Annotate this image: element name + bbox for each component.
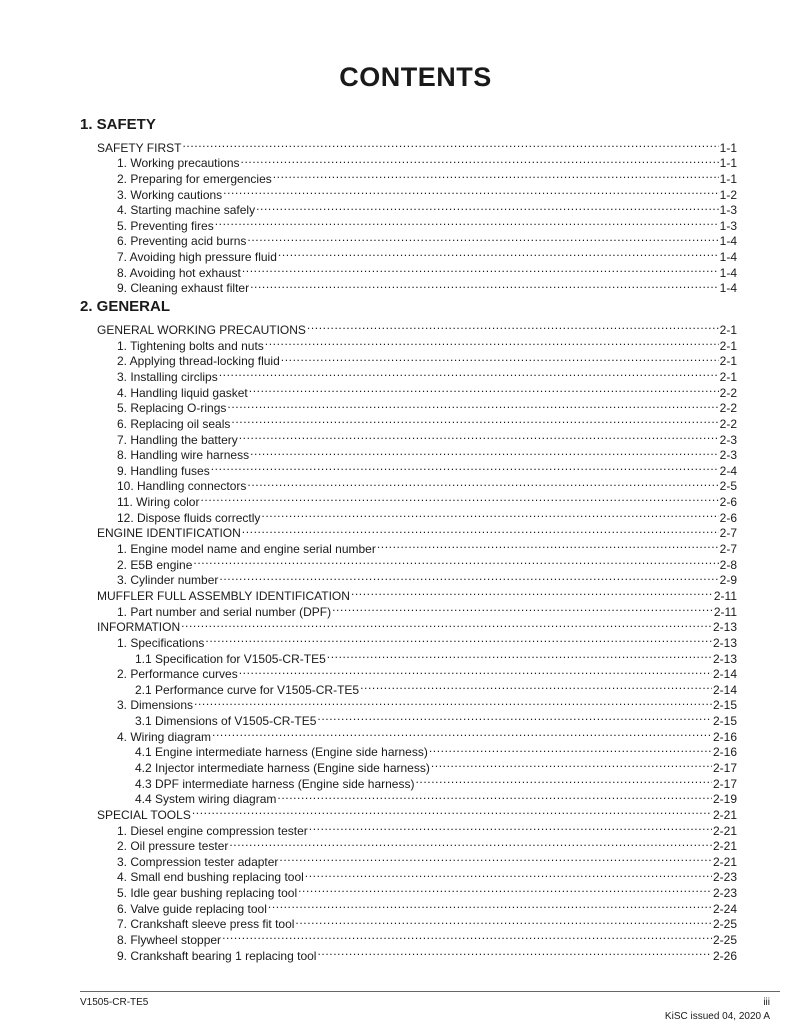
dot-leader <box>309 819 712 835</box>
toc-entry-label: 10. Handling connectors <box>117 479 247 494</box>
toc-entry-label: 3. Cylinder number <box>117 573 219 588</box>
toc-entry-page: 1-3 <box>719 203 737 218</box>
toc-entry-label: 3. Compression tester adapter <box>117 854 279 869</box>
toc-entry-page: 1-1 <box>719 156 737 171</box>
toc-entry-label: 2. Performance curves <box>117 667 238 682</box>
toc-entry-page: 2-6 <box>719 495 737 510</box>
toc-entry-page: 2-9 <box>719 573 737 588</box>
dot-leader <box>256 199 719 215</box>
dot-leader <box>241 152 719 168</box>
dot-leader <box>351 584 713 600</box>
toc-entry-page: 1-4 <box>719 265 737 280</box>
toc-entry-label: 6. Preventing acid burns <box>117 234 247 249</box>
toc-entry-label: 2. E5B engine <box>117 557 193 572</box>
toc-entry-page: 2-3 <box>719 448 737 463</box>
toc-entry-label: GENERAL WORKING PRECAUTIONS <box>97 323 306 338</box>
table-of-contents <box>80 114 737 963</box>
toc-section <box>80 114 737 296</box>
toc-entry-label: 2. Oil pressure tester <box>117 839 229 854</box>
toc-entry-label: 7. Crankshaft sleeve press fit tool <box>117 917 295 932</box>
toc-entry-page: 2-23 <box>712 870 737 885</box>
toc-entry-page: 1-3 <box>719 218 737 233</box>
toc-entry-page: 2-21 <box>712 854 737 869</box>
dot-leader <box>239 663 712 679</box>
toc-entry-label: 9. Handling fuses <box>117 463 210 478</box>
toc-entry-label: 7. Avoiding high pressure fluid <box>117 250 277 265</box>
dot-leader <box>242 261 719 277</box>
toc-entry-page: 2-13 <box>712 620 737 635</box>
toc-entry-label: 2. Preparing for emergencies <box>117 171 272 186</box>
toc-entry-page: 1-2 <box>719 187 737 202</box>
dot-leader <box>229 835 712 851</box>
toc-entry-label: 1. Part number and serial number (DPF) <box>117 604 332 619</box>
toc-entry-label: 1.1 Specification for V1505-CR-TE5 <box>135 651 326 666</box>
toc-entry-page: 2-21 <box>712 807 737 822</box>
dot-leader <box>215 214 719 230</box>
toc-entry-page: 2-7 <box>719 542 737 557</box>
dot-leader <box>307 318 719 334</box>
toc-entry-page: 2-16 <box>712 745 737 760</box>
toc-entry-label: 9. Crankshaft bearing 1 replacing tool <box>117 948 317 963</box>
toc-entry-page: 2-11 <box>713 604 737 619</box>
dot-leader <box>205 631 712 647</box>
toc-section <box>80 296 737 963</box>
toc-entry-label: 7. Handling the battery <box>117 432 238 447</box>
toc-entry-label: 4. Handling liquid gasket <box>117 385 248 400</box>
toc-entry-label: INFORMATION <box>97 620 181 635</box>
footer-divider <box>80 991 780 992</box>
toc-entry-page: 2-19 <box>712 792 737 807</box>
toc-entry-label: 5. Idle gear bushing replacing tool <box>117 886 298 901</box>
toc-entry-label: 8. Avoiding hot exhaust <box>117 265 241 280</box>
toc-entry-page: 1-4 <box>719 281 737 296</box>
toc-entry-label: 1. Diesel engine compression tester <box>117 823 308 838</box>
section-heading[interactable]: 1. SAFETY <box>80 116 156 133</box>
dot-leader <box>415 772 711 788</box>
toc-entry-label: 4. Starting machine safely <box>117 203 256 218</box>
toc-entry-page: 2-6 <box>719 510 737 525</box>
toc-entry-page: 2-24 <box>712 901 737 916</box>
dot-leader <box>277 788 712 804</box>
toc-entry-label: 8. Flywheel stopper <box>117 933 222 948</box>
footer-page-number: iii <box>763 997 770 1008</box>
toc-entry-label: 5. Preventing fires <box>117 218 214 233</box>
toc-entry-page: 2-11 <box>713 588 737 603</box>
toc-entry-label: 11. Wiring color <box>117 495 200 510</box>
footer-issue: KiSC issued 04, 2020 A <box>664 1011 770 1022</box>
toc-entry-page: 2-1 <box>719 354 737 369</box>
toc-entry-label: 2.1 Performance curve for V1505-CR-TE5 <box>135 682 360 697</box>
toc-entry-label: 12. Dispose fluids correctly <box>117 510 261 525</box>
toc-entry-page: 2-15 <box>712 698 737 713</box>
toc-entry-page: 2-3 <box>719 432 737 447</box>
dot-leader <box>327 647 712 663</box>
dot-leader <box>261 506 718 522</box>
dot-leader <box>305 866 712 882</box>
toc-entry-label: 8. Handling wire harness <box>117 448 250 463</box>
toc-entry-page: 1-1 <box>719 140 737 155</box>
dot-leader <box>278 245 719 261</box>
toc-entry-label: 4.1 Engine intermediate harness (Engine side harness) <box>135 745 428 760</box>
toc-entry-page: 2-25 <box>712 933 737 948</box>
toc-entry-label: 6. Replacing oil seals <box>117 416 231 431</box>
toc-entry-label: 5. Replacing O-rings <box>117 401 227 416</box>
toc-entry-label: 6. Valve guide replacing tool <box>117 901 267 916</box>
dot-leader <box>317 944 712 960</box>
toc-entry-page: 2-17 <box>712 776 737 791</box>
page-title: CONTENTS <box>339 62 492 92</box>
dot-leader <box>212 725 712 741</box>
toc-entry-page: 1-4 <box>719 234 737 249</box>
dot-leader <box>250 277 719 293</box>
dot-leader <box>247 230 718 246</box>
toc-entry-page: 1-1 <box>719 171 737 186</box>
dot-leader <box>268 897 712 913</box>
toc-entry-label: 1. Working precautions <box>117 156 240 171</box>
dot-leader <box>298 881 712 897</box>
toc-entry-label: 3.1 Dimensions of V1505-CR-TE5 <box>135 714 317 729</box>
dot-leader <box>317 709 712 725</box>
toc-entry[interactable] <box>80 136 737 155</box>
dot-leader <box>181 616 712 632</box>
toc-entry-label: 1. Engine model name and engine serial number <box>117 542 376 557</box>
toc-entry-page: 2-1 <box>719 323 737 338</box>
dot-leader <box>431 756 712 772</box>
dot-leader <box>219 569 718 585</box>
toc-entry-page: 2-15 <box>712 714 737 729</box>
dot-leader <box>249 381 719 397</box>
toc-entry-label: ENGINE IDENTIFICATION <box>97 526 241 541</box>
dot-leader <box>273 167 719 183</box>
dot-leader <box>332 600 713 616</box>
toc-entry-page: 2-14 <box>712 682 737 697</box>
toc-entry-page: 2-1 <box>719 338 737 353</box>
toc-entry-label: 4. Wiring diagram <box>117 729 212 744</box>
dot-leader <box>242 522 719 538</box>
dot-leader <box>295 913 712 929</box>
dot-leader <box>231 412 718 428</box>
toc-entry-page: 2-13 <box>712 651 737 666</box>
toc-entry-page: 2-1 <box>719 369 737 384</box>
toc-entry-label: 4. Small end bushing replacing tool <box>117 870 304 885</box>
toc-entry-label: 2. Applying thread-locking fluid <box>117 354 280 369</box>
dot-leader <box>360 678 712 694</box>
dot-leader <box>193 553 718 569</box>
footer-model: V1505-CR-TE5 <box>80 997 149 1008</box>
toc-entry-page: 2-23 <box>712 886 737 901</box>
toc-entry-page: 1-4 <box>719 250 737 265</box>
toc-entry-label: 4.3 DPF intermediate harness (Engine side harness) <box>135 776 415 791</box>
toc-entry-label: 3. Dimensions <box>117 698 194 713</box>
dot-leader <box>200 490 718 506</box>
dot-leader <box>182 136 718 152</box>
dot-leader <box>247 475 718 491</box>
toc-entry-label: 3. Installing circlips <box>117 369 218 384</box>
toc-entry-page: 2-14 <box>712 667 737 682</box>
toc-entry-page: 2-26 <box>712 948 737 963</box>
toc-entry-label: 9. Cleaning exhaust filter <box>117 281 250 296</box>
dot-leader <box>265 334 719 350</box>
dot-leader <box>250 444 719 460</box>
dot-leader <box>194 694 712 710</box>
dot-leader <box>219 365 719 381</box>
toc-entry-page: 2-25 <box>712 917 737 932</box>
dot-leader <box>192 803 712 819</box>
toc-entry-page: 2-2 <box>719 401 737 416</box>
toc-entry-label: 1. Tightening bolts and nuts <box>117 338 264 353</box>
toc-entry-label: SPECIAL TOOLS <box>97 807 191 822</box>
dot-leader <box>429 741 712 757</box>
toc-entry-label: MUFFLER FULL ASSEMBLY IDENTIFICATION <box>97 588 350 603</box>
toc-entry-page: 2-2 <box>719 385 737 400</box>
toc-entry-label: 4.2 Injector intermediate harness (Engine side harness) <box>135 760 430 775</box>
toc-entry-page: 2-21 <box>712 823 737 838</box>
dot-leader <box>223 183 718 199</box>
dot-leader <box>211 459 719 475</box>
toc-entry-label: 3. Working cautions <box>117 187 223 202</box>
dot-leader <box>227 397 718 413</box>
dot-leader <box>377 537 719 553</box>
section-heading[interactable]: 2. GENERAL <box>80 298 171 316</box>
dot-leader <box>279 850 712 866</box>
toc-entry-page: 2-7 <box>719 526 737 541</box>
toc-entry-label: 1. Specifications <box>117 635 205 650</box>
dot-leader <box>239 428 719 444</box>
toc-entry-page: 2-4 <box>719 463 737 478</box>
toc-entry-page: 2-21 <box>712 839 737 854</box>
toc-entry-page: 2-5 <box>719 479 737 494</box>
toc-entry-label: 4.4 System wiring diagram <box>135 792 277 807</box>
toc-entry-label: SAFETY FIRST <box>97 140 182 155</box>
dot-leader <box>222 928 712 944</box>
toc-entry[interactable] <box>80 318 737 338</box>
dot-leader <box>281 350 719 366</box>
toc-entry-page: 2-13 <box>712 635 737 650</box>
toc-entry-page: 2-17 <box>712 760 737 775</box>
toc-entry-page: 2-16 <box>712 729 737 744</box>
toc-entry-page: 2-2 <box>719 416 737 431</box>
toc-entry-page: 2-8 <box>719 557 737 572</box>
